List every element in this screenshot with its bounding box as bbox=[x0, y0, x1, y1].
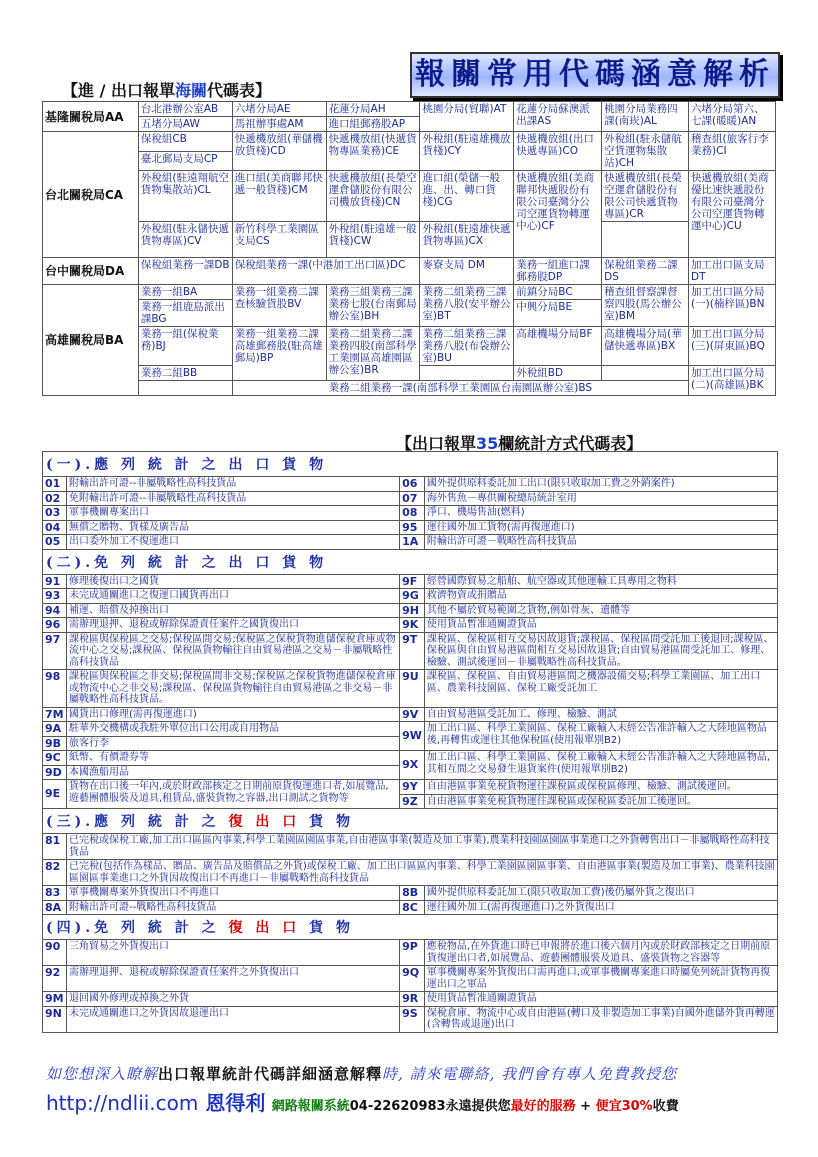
table-cell: 9A bbox=[43, 722, 67, 737]
table-cell: 使用貨品暫准通關證貨品 bbox=[424, 618, 777, 633]
table-cell: 96 bbox=[43, 618, 67, 633]
table-cell: 92 bbox=[43, 966, 67, 992]
table-cell bbox=[602, 222, 689, 258]
table-cell: 已完稅(包括作為樣品、贈品、廣告品及賠償品之外貨)或保稅工廠、加工出口區區內事業、科學工業園區園區事業、自由港區事業(製造及加工事業)、農業科技園區園區事業進口之外貨因故復出口不再進口－非屬戰略性高科技貨品 bbox=[66, 860, 777, 886]
table-cell: 淨口、機場售油(燃料) bbox=[424, 506, 777, 521]
table-cell: 8B bbox=[400, 886, 425, 901]
category-4: (四).免 列 統 計 之 復 出 口 貨 物 bbox=[43, 915, 778, 940]
table-cell: 加工出口區分局(三)(屏東區)BQ bbox=[689, 327, 776, 366]
table-cell: 修理後復出口之國貨 bbox=[66, 574, 399, 589]
table-cell bbox=[138, 381, 232, 396]
category-1: (一).應 列 統 計 之 出 口 貨 物 bbox=[43, 452, 778, 477]
table-cell: 快遞機放組(長榮空運倉儲股份有限公司快遞貨物專區)CR bbox=[602, 171, 689, 222]
table-cell: 90 bbox=[43, 940, 67, 966]
table-cell: 六堵分局AE bbox=[232, 102, 326, 117]
table-cell bbox=[602, 366, 689, 381]
table-cell: 五堵分局AW bbox=[138, 117, 232, 132]
table-cell: 快遞機放組(美商聯邦快遞股份有限公司臺灣分公司空運貨物轉運中心)CF bbox=[514, 171, 602, 258]
table-cell: 快遞機放組(美商優比速快遞股份有限公司臺灣分公司空運貨物轉運中心)CU bbox=[689, 171, 776, 258]
table-cell: 加工出口區支局DT bbox=[689, 258, 776, 285]
table-cell: 業務二組業務三課業務八股(布袋辦公室)BU bbox=[420, 327, 514, 366]
table-cell: 國外提供原料委託加工出口(限只收取加工費之外銷案件) bbox=[424, 477, 777, 492]
table-cell: 軍事機關專案外貨復出口需再進口,或軍事機關專案進口時屬免列統計貨物再復運出口之軍品 bbox=[424, 966, 777, 992]
table-cell: 外稅組(駐遠雄機放貨棧)CY bbox=[420, 132, 514, 171]
contact-note: 如您想深入瞭解出口報單統計代碼詳細涵意解釋時, 請來電聯絡, 我們會有專人免費教授您 bbox=[46, 1065, 678, 1083]
table-cell: 8A bbox=[43, 900, 67, 915]
table-cell: 課稅區、保稅區相互交易因故退貨;課稅區、保稅區間受託加工後退回;課稅區、保稅區與自由貿易港區間相互交易因故退貨;自由貿易港區間受託加工、修理、檢驗、測試後運回－非屬戰略性高科技貨品。 bbox=[424, 632, 777, 670]
table-cell: 06 bbox=[400, 477, 425, 492]
code-row bbox=[43, 1006, 778, 1032]
code-row bbox=[43, 574, 778, 589]
page-title: 報關常用代碼涵意解析 bbox=[410, 52, 780, 98]
table-cell: 快遞機放組(華儲機放貨棧)CD bbox=[232, 132, 326, 171]
table-cell: 自由港區事業免稅貨物運往課稅區或保稅區委託加工後運回。 bbox=[424, 794, 777, 809]
table-cell: 83 bbox=[43, 886, 67, 901]
code-row bbox=[43, 618, 778, 633]
table-cell: 保稅組業務二課DS bbox=[602, 258, 689, 285]
customs-code-table bbox=[42, 101, 776, 396]
table-cell: 已完稅或保稅工廠,加工出口區區內事業,科學工業園區園區事業,自由港區事業(製造及加工事業),農業科技園區園區事業進口之外貨轉售出口－非屬戰略性高科技貨品 bbox=[66, 834, 777, 860]
table-cell: 9W bbox=[400, 722, 425, 751]
category-2: (二).免 列 統 計 之 出 口 貨 物 bbox=[43, 549, 778, 574]
table-cell: 附輸出許可證--戰略性高科技貨品 bbox=[66, 900, 399, 915]
table-cell: 9M bbox=[43, 992, 67, 1007]
table-cell: 業務二組業務二課業務四股(南部科學工業園區高雄園區辦公室)BR bbox=[326, 327, 420, 381]
table-cell: 快遞機放組(快遞貨物專區業務)CE bbox=[326, 132, 420, 171]
code-row bbox=[43, 589, 778, 604]
code-row bbox=[43, 632, 778, 670]
stat-code-table bbox=[42, 451, 778, 1033]
table-cell: 附輸出許可證--非屬戰略性高科技貨品 bbox=[66, 477, 399, 492]
table-cell: 快遞機放組(出口快遞專區)CO bbox=[514, 132, 602, 171]
table-cell: 01 bbox=[43, 477, 67, 492]
table-cell: 需辦理退押、退稅或解除保證責任案件之外貨復出口 bbox=[66, 966, 399, 992]
table-cell: 附輸出許可證－戰略性高科技貨品 bbox=[424, 535, 777, 550]
code-row bbox=[43, 520, 778, 535]
table-cell: 9Y bbox=[400, 780, 425, 795]
table-cell: 保稅倉庫、物流中心或自由港區(轉口及非製造加工事業)自國外進儲外貨再轉運(含轉售或退運)出口 bbox=[424, 1006, 777, 1032]
table-cell: 9P bbox=[400, 940, 425, 966]
table-cell: 03 bbox=[43, 506, 67, 521]
table-cell: 業務一組(保稅業務)BJ bbox=[138, 327, 232, 366]
table-cell: 應稅物品,在外貨進口時已申報將於進口後六個月內或於財政部核定之日期前原貨復運出口者,如展覽品、遊藝團體服裝及道具、盛裝貨物之容器等 bbox=[424, 940, 777, 966]
table-cell: 高雄機場分局BF bbox=[514, 327, 602, 366]
code-row bbox=[43, 491, 778, 506]
table-cell: 業務二組業務一課(南部科學工業園區台南園區辦公室)BS bbox=[232, 381, 688, 396]
table-cell: 課稅區與保稅區之非交易;保稅區間非交易;保稅區之保稅貨物進儲保稅倉庫或物流中心之非交易;課稅區、保稅區貨物輸往自由貿易港區之非交易－非屬戰略性高科技貨品。 bbox=[66, 670, 399, 708]
table-cell: 自由港區事業免稅貨物運往課稅區或保稅區修理、檢驗、測試後運回。 bbox=[424, 780, 777, 795]
table-cell: 旅客行李 bbox=[66, 736, 399, 751]
table-cell: 進口組(美商聯邦快遞一般貨棧)CM bbox=[232, 171, 326, 222]
table-cell: 95 bbox=[400, 520, 425, 535]
table-cell: 無償之贈物、貨樣及廣告品 bbox=[66, 520, 399, 535]
table-cell: 台北港辦公室AB bbox=[138, 102, 232, 117]
code-row bbox=[43, 603, 778, 618]
table-cell: 麥寮支局 DM bbox=[420, 258, 514, 285]
code-row bbox=[43, 535, 778, 550]
table-cell: 加工出口區分局(一)(楠梓區)BN bbox=[689, 285, 776, 327]
category-3: (三).應 列 統 計 之 復 出 口 貨 物 bbox=[43, 809, 778, 834]
table-cell: 桃園分局業務四課(南崁)AL bbox=[602, 102, 689, 132]
table-cell: 加工出口區、科學工業園區、保稅工廠輸入未經公告准許輸入之大陸地區物品,其相互間之交易發生退貨案件(使用報單別B2) bbox=[424, 751, 777, 780]
table-cell: 駐華外交機構或我駐外單位出口公用或自用物品 bbox=[66, 722, 399, 737]
table-cell: 業務二組業務三課業務八股(安平辦公室)BT bbox=[420, 285, 514, 327]
office-taichung: 台中關稅局DA bbox=[43, 258, 139, 285]
table-cell: 04 bbox=[43, 520, 67, 535]
table-cell: 自由貿易港區受託加工、修理、檢驗、測試 bbox=[424, 707, 777, 722]
table-cell: 經營國際貿易之船舶、航空器或其他運輸工具專用之物料 bbox=[424, 574, 777, 589]
table-cell: 貨物在出口後一年內,或於財政部核定之日期前原貨復運進口者,如展覽品,遊藝團體服裝及道具,租賃品,盛裝貨物之容器,出口測試之貨物等 bbox=[66, 780, 399, 809]
table-cell: 外稅組(駐遠雄快遞貨物專區)CX bbox=[420, 222, 514, 258]
office-kaohsiung: 高雄關稅局BA bbox=[43, 285, 139, 396]
table-cell: 中興分局BE bbox=[514, 300, 602, 327]
table-cell: 9C bbox=[43, 751, 67, 766]
table-cell: 9F bbox=[400, 574, 425, 589]
table-cell: 未完成通關進口之復運口國貨再出口 bbox=[66, 589, 399, 604]
table-cell: 98 bbox=[43, 670, 67, 708]
table-cell: 1A bbox=[400, 535, 425, 550]
table-cell: 業務三組業務三課業務七股(台南郵局辦公室)BH bbox=[326, 285, 420, 327]
table-cell: 外稅組BD bbox=[514, 366, 602, 381]
table-cell: 業務一組業務二課查核驗貨股BV bbox=[232, 285, 326, 327]
table-cell: 外稅組(駐永儲快遞貨物專區)CV bbox=[138, 222, 232, 258]
table-cell: 軍事機關專案出口 bbox=[66, 506, 399, 521]
table-cell: 9T bbox=[400, 632, 425, 670]
code-row bbox=[43, 670, 778, 708]
table-cell: 保稅組業務一課DB bbox=[138, 258, 232, 285]
table-cell: 救濟物資或捐贈品 bbox=[424, 589, 777, 604]
table-cell: 9Z bbox=[400, 794, 425, 809]
code-row bbox=[43, 900, 778, 915]
table-cell: 退回國外修理或掉換之外貨 bbox=[66, 992, 399, 1007]
table-cell: 本國漁船用品 bbox=[66, 765, 399, 780]
company-footer: http://ndlii.com 恩得利 網路報關系統04-22620983永遠提供您最好的服務 + 便宜30%收費 bbox=[46, 1091, 679, 1115]
table-cell: 82 bbox=[43, 860, 67, 886]
table-cell: 07 bbox=[400, 491, 425, 506]
table-cell: 外稅組(駐遠翔航空貨物集散站)CL bbox=[138, 171, 232, 222]
table-cell: 運往國外加工貨物(需再復運進口) bbox=[424, 520, 777, 535]
table-cell: 91 bbox=[43, 574, 67, 589]
table-cell: 9G bbox=[400, 589, 425, 604]
code-row bbox=[43, 860, 778, 886]
table-cell: 進口組郵務股AP bbox=[326, 117, 420, 132]
code-row bbox=[43, 886, 778, 901]
table-cell: 9B bbox=[43, 736, 67, 751]
table-cell: 9H bbox=[400, 603, 425, 618]
table-cell: 業務一組BA bbox=[138, 285, 232, 300]
table-cell: 加工出口區分局(二)(高雄區)BK bbox=[689, 366, 776, 396]
table-cell: 9X bbox=[400, 751, 425, 780]
table-cell: 新竹科學工業園區支局CS bbox=[232, 222, 326, 258]
table-cell: 業務二組BB bbox=[138, 366, 232, 381]
table-cell: 進口組(榮儲一般進、出、轉口貨棧)CG bbox=[420, 171, 514, 222]
table-cell: 保稅組業務一課(中港加工出口區)DC bbox=[232, 258, 420, 285]
table-cell: 93 bbox=[43, 589, 67, 604]
table-cell: 稽查組督察課督察四股(馬公辦公室)BM bbox=[602, 285, 689, 327]
table-cell: 稽查組(旅客行李業務)CI bbox=[689, 132, 776, 171]
office-taipei: 台北關稅局CA bbox=[43, 132, 139, 258]
table-cell: 國外提供原料委託加工(限只收取加工費)後仍屬外貨之復出口 bbox=[424, 886, 777, 901]
table-cell: 94 bbox=[43, 603, 67, 618]
table-cell: 補運、賠償及掉換出口 bbox=[66, 603, 399, 618]
code-row bbox=[43, 966, 778, 992]
table-cell: 其他不屬於貿易範圍之貨物,例如骨灰、遺體等 bbox=[424, 603, 777, 618]
table-cell: 六堵分局第六、七課(暖暖)AN bbox=[689, 102, 776, 132]
table-cell: 課稅區與保稅區之交易;保稅區間交易;保稅區之保稅貨物進儲保稅倉庫或物流中心之交易;課稅區、保稅區貨物輸往自由貿易港區之交易－非屬戰略性高科技貨品 bbox=[66, 632, 399, 670]
table-cell: 紙幣、有價證券等 bbox=[66, 751, 399, 766]
table-cell: 9R bbox=[400, 992, 425, 1007]
stat-code-heading: 【出口報單35欄統計方式代碼表】 bbox=[396, 434, 643, 453]
table-cell: 9S bbox=[400, 1006, 425, 1032]
table-cell: 外稅組(駐永儲航空貨運物集散站)CH bbox=[602, 132, 689, 171]
table-cell: 9K bbox=[400, 618, 425, 633]
table-cell: 9D bbox=[43, 765, 67, 780]
code-row bbox=[43, 506, 778, 521]
code-row bbox=[43, 477, 778, 492]
table-cell: 保稅組CB bbox=[138, 132, 232, 152]
code-row bbox=[43, 707, 778, 722]
table-cell: 花蓮分局AH bbox=[326, 102, 420, 117]
table-cell: 8C bbox=[400, 900, 425, 915]
table-cell: 97 bbox=[43, 632, 67, 670]
table-cell: 桃園分局(貿聯)AT bbox=[420, 102, 514, 132]
table-cell: 海外售魚－專供關稅總局統計室用 bbox=[424, 491, 777, 506]
table-cell: 9Q bbox=[400, 966, 425, 992]
table-cell: 高雄機場分局(華儲快遞專區)BX bbox=[602, 327, 689, 366]
table-cell: 馬祖辦事處AM bbox=[232, 117, 326, 132]
table-cell: 快遞機放組(長榮空運倉儲股份有限公司機放貨棧)CN bbox=[326, 171, 420, 222]
customs-code-heading: 【進 / 出口報單海關代碼表】 bbox=[62, 81, 272, 100]
table-cell: 業務一組進口課郵務股DP bbox=[514, 258, 602, 285]
table-cell: 05 bbox=[43, 535, 67, 550]
table-cell: 免附輸出許可證--非屬戰略性高科技貨品 bbox=[66, 491, 399, 506]
table-cell: 業務一組業務二課高雄郵務股(駐高雄郵局)BP bbox=[232, 327, 326, 381]
table-cell: 9U bbox=[400, 670, 425, 708]
table-cell: 02 bbox=[43, 491, 67, 506]
table-cell: 軍事機關專案外貨復出口不再進口 bbox=[66, 886, 399, 901]
table-cell: 08 bbox=[400, 506, 425, 521]
table-cell: 出口委外加工不復運進口 bbox=[66, 535, 399, 550]
table-cell: 花蓮分局蘇澳派出課AS bbox=[514, 102, 602, 132]
table-cell bbox=[420, 366, 514, 381]
table-cell: 9N bbox=[43, 1006, 67, 1032]
website-link[interactable]: http://ndlii.com bbox=[46, 1091, 199, 1115]
code-row bbox=[43, 992, 778, 1007]
table-cell: 未完成通關進口之外貨因故退運出口 bbox=[66, 1006, 399, 1032]
table-cell: 外稅組(駐遠雄一般貨棧)CW bbox=[326, 222, 420, 258]
table-cell: 三角貿易之外貨復出口 bbox=[66, 940, 399, 966]
table-cell: 81 bbox=[43, 834, 67, 860]
table-cell: 需辦理退押、退稅或解除保證責任案件之國貨復出口 bbox=[66, 618, 399, 633]
table-cell: 9V bbox=[400, 707, 425, 722]
table-cell: 國貨出口修理(需再復運進口) bbox=[66, 707, 399, 722]
office-keelung: 基隆關稅局AA bbox=[43, 102, 139, 132]
table-cell: 業務一組鹿島派出課BG bbox=[138, 300, 232, 327]
table-cell: 加工出口區、科學工業園區、保稅工廠輸入未經公告准許輸入之大陸地區物品後,再轉售或運往其他保稅區(使用報單別B2) bbox=[424, 722, 777, 751]
table-cell: 7M bbox=[43, 707, 67, 722]
table-cell: 臺北郵局支局CP bbox=[138, 151, 232, 171]
code-row bbox=[43, 940, 778, 966]
table-cell: 使用貨品暫准通關證貨品 bbox=[424, 992, 777, 1007]
table-cell: 9E bbox=[43, 780, 67, 809]
code-row bbox=[43, 834, 778, 860]
table-cell: 課稅區、保稅區、自由貿易港區間之機器設備交易;科學工業園區、加工出口區、農業科技園區、保稅工廠受託加工 bbox=[424, 670, 777, 708]
table-cell: 運往國外加工(需再復運進口)之外貨復出口 bbox=[424, 900, 777, 915]
table-cell: 前鎮分局BC bbox=[514, 285, 602, 300]
